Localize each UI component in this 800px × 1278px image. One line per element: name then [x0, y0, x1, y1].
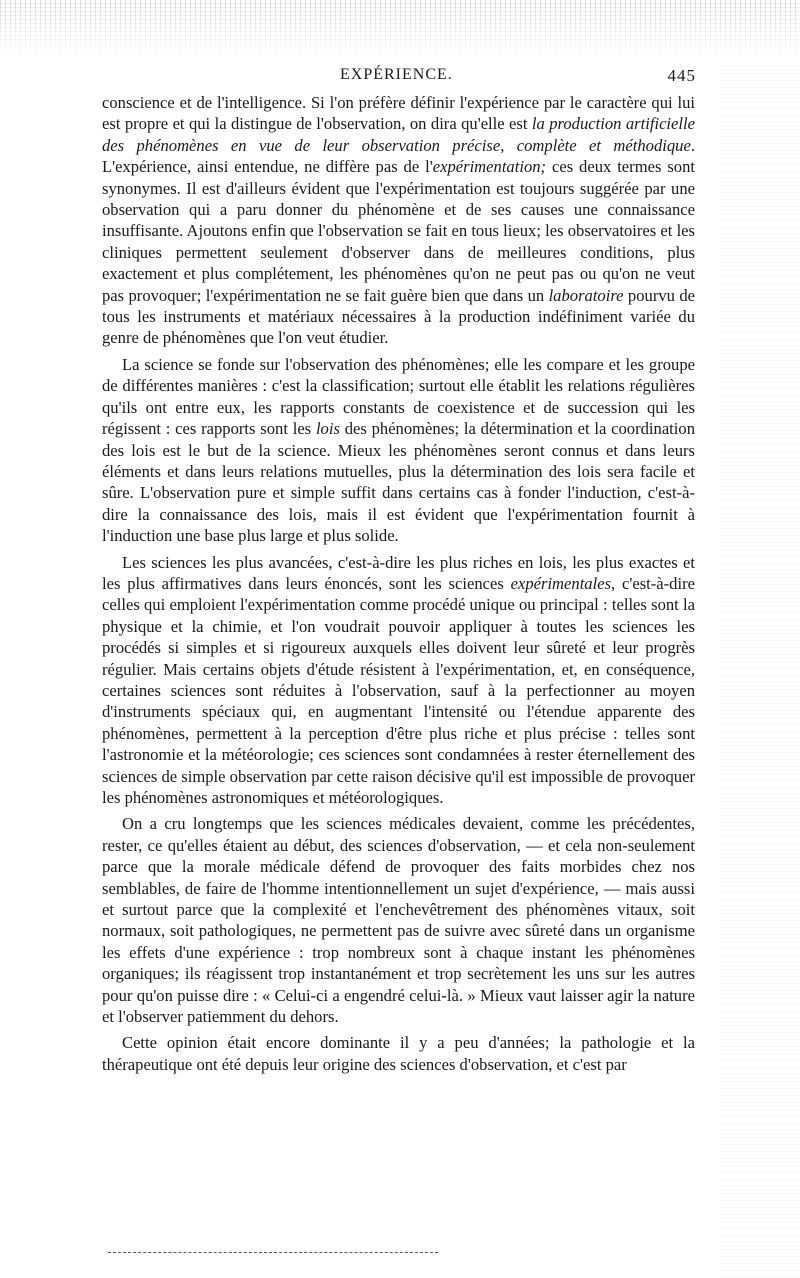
page-number: 445 — [667, 66, 696, 85]
scan-noise-top — [0, 0, 800, 60]
text-run: Les sciences les plus avancées, c'est-à-dire les plus riches en lois, les plus exactes et les plus affirmatives dans leurs énoncés, sont les sciences — [102, 552, 695, 593]
running-title: EXPÉRIENCE. — [340, 66, 453, 83]
text-run: . L'expérience, ainsi entendue, ne diffère pas de l' — [102, 135, 695, 177]
footer-rule — [108, 1252, 438, 1253]
paragraph — [102, 354, 695, 547]
paragraph — [102, 1032, 695, 1075]
italic-text: lois — [315, 419, 340, 439]
text-run: pourvu de tous les instruments et matériaux nécessaires à la production indéfiniment variée du genre de phénomènes que l'on veut étudier. — [102, 285, 695, 348]
italic-text: laboratoire — [548, 285, 624, 305]
paragraph — [102, 92, 695, 349]
page-header — [100, 66, 696, 88]
body-text — [102, 92, 695, 1075]
paragraph — [102, 813, 695, 1027]
italic-text: expérimentales — [510, 573, 612, 593]
text-run: des phénomènes; la détermination et la coordination des lois est le but de la science. Mieux les phénomènes seront connus et dans leurs éléments et dans leurs relations mutuelles, plus la détermination des lois sera facile et sûre. L'observation pure et simple suffit dans certains cas à fonder l'induction, c'est-à-dire la connaissance des lois, mais il est évident que l'expérimentation fournit à l'induction une base plus large et plus solide. — [102, 419, 695, 546]
text-run: On a cru longtemps que les sciences médicales devaient, comme les précédentes, rester, ce qu'elles étaient au début, des sciences d'observation, — et cela non-seulement parce que la morale médicale défend de provoquer des faits morbides chez nos semblables, de faire de l'homme intentionnellement un sujet d'expérience, — mais aussi et surtout parce que la complexité et l'enchevêtrement des phénomènes vitaux, soit normaux, soit pathologiques, ne permettent pas de suivre avec sûreté dans un organisme les effets d'une expérience : trop nombreux sont à chaque instant les phénomènes organiques; ils réagissent trop instantanément et trop secrètement les uns sur les autres pour qu'on puisse dire : « Celui-ci a engendré celui-là. » Mieux vaut laisser agir la nature et l'observer patiemment du dehors. — [102, 814, 695, 1027]
text-run: , c'est-à-dire celles qui emploient l'expérimentation comme procédé unique ou principal : telles sont la physique et la chimie, et l'on voudrait pouvoir appliquer à toutes les sciences les procédés si simples et si rigoureux auxquels elles doivent leur sûreté et leur progrès régulier. Mais certains objets d'étude résistent à l'expérimentation, et, en conséquence, certaines sciences sont réduites à l'observation, sauf à la perfectionner au moyen d'instruments spéciaux qui, en augmentant l'intensité ou l'étendue apparente des phénomènes, permettent à la perception d'être plus riche et plus précise : telles sont l'astronomie et la météorologie; ces sciences sont condamnées à rester éternellement des sciences de simple observation par cette raison décisive qu'il est impossible de provoquer les phénomènes astronomiques et météorologiques. — [102, 573, 695, 807]
italic-text: expérimentation; — [432, 157, 547, 177]
text-run: conscience et de l'intelligence. Si l'on préfère définir l'expérience par le caractère qui lui est propre et qui la distingue de l'observation, on dira qu'elle est — [102, 93, 695, 134]
italic-text: la production artificielle des phénomènes en vue de leur observation précise, complète et méthodique — [102, 114, 695, 155]
text-run: ces deux termes sont synonymes. Il est d'ailleurs évident que l'expérimentation est toujours suggérée par une observation qui a paru donner du phénomène et de ses causes une connaissance insuffisante. Ajoutons enfin que l'observation se fait en tous lieux; les observatoires et les cliniques permettent seulement d'observer dans de meilleures conditions, plus exactement et plus complétement, les phénomènes qu'on ne peut pas ou qu'on ne veut pas provoquer; l'expérimentation ne se fait guère bien que dans un — [102, 157, 695, 305]
text-run: La science se fonde sur l'observation des phénomènes; elle les compare et les groupe de différentes manières : c'est la classification; surtout elle établit les relations régulières qu'ils ont entre eux, les rapports constants de coexistence et de succession qui les régissent : ces rapports sont les — [102, 354, 695, 439]
text-run: Cette opinion était encore dominante il y a peu d'années; la pathologie et la thérapeutique ont été depuis leur origine des sciences d'observation, et c'est par — [102, 1033, 695, 1074]
paragraph — [102, 552, 695, 809]
scan-noise-margin — [720, 60, 800, 1278]
